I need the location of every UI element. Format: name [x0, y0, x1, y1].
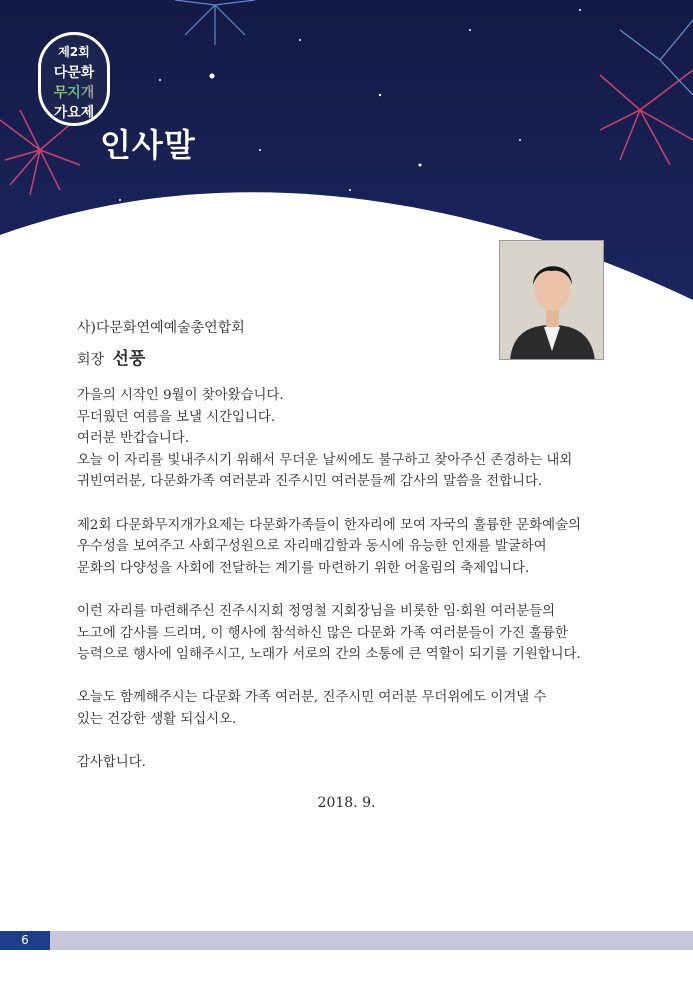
logo-line2: 다문화	[53, 65, 95, 81]
role-label: 회장	[77, 352, 105, 368]
logo-line3: 무지개	[41, 82, 107, 102]
page-number: 6	[0, 931, 50, 950]
signature-line	[77, 344, 145, 369]
person-icon	[500, 241, 604, 360]
paragraph-line: 문화의 다양성을 사회에 전달하는 계기를 마련하기 위한 어울림의 축제입니다.	[77, 560, 530, 576]
date-line: 2018. 9.	[317, 795, 376, 811]
paragraph-line: 가을의 시작인 9월이 찾아왔습니다.	[77, 388, 284, 403]
festival-logo	[38, 32, 110, 126]
portrait-photo	[499, 240, 604, 360]
page-title: 인사말	[100, 126, 196, 164]
footer-bar	[0, 931, 693, 950]
paragraph-line: 우수성을 보여주고 사회구성원으로 자리매김함과 동시에 유능한 인재를 발굴하여	[77, 539, 547, 555]
paragraph-line: 오늘 이 자리를 빛내주시기 위해서 무더운 날씨에도 불구하고 찾아주신 존경하는 내외	[77, 452, 573, 468]
paragraph-line: 오늘도 함께해주시는 다문화 가족 여러분, 진주시민 여러분 무더위에도 이겨낼 수	[77, 690, 547, 706]
paragraph-line: 제2회 다문화무지개가요제는 다문화가족들이 한자리에 모여 자국의 훌륭한 문화예술의	[77, 517, 581, 533]
paragraph-line: 능력으로 행사에 임해주시고, 노래가 서로의 간의 소통에 큰 역할이 되기를 기원합니다.	[77, 647, 581, 663]
person-name: 선풍	[112, 349, 146, 369]
paragraph-line: 귀빈여러분, 다문화가족 여러분과 진주시민 여러분들께 감사의 말씀을 전합니다.	[77, 474, 543, 490]
paragraph-line: 이런 자리를 마련해주신 진주시지회 정영철 지회장님을 비롯한 임·회원 여러분들의	[77, 603, 556, 619]
organization-name: 사)다문화연예예술총연합회	[77, 320, 245, 336]
paragraph-line: 무더웠던 여름을 보낼 시간입니다.	[77, 409, 276, 425]
logo-line1: 제2회	[58, 45, 90, 59]
logo-line4: 가요제	[53, 105, 95, 121]
paragraph-line: 감사합니다.	[77, 755, 146, 771]
paragraph-line: 노고에 감사를 드리며, 이 행사에 참석하신 많은 다문화 가족 여러분들이 가진 훌륭한	[77, 625, 568, 641]
paragraph-line: 여러분 반갑습니다.	[77, 431, 189, 447]
greeting-body	[77, 385, 617, 774]
paragraph-line: 있는 건강한 생활 되십시오.	[77, 711, 237, 727]
